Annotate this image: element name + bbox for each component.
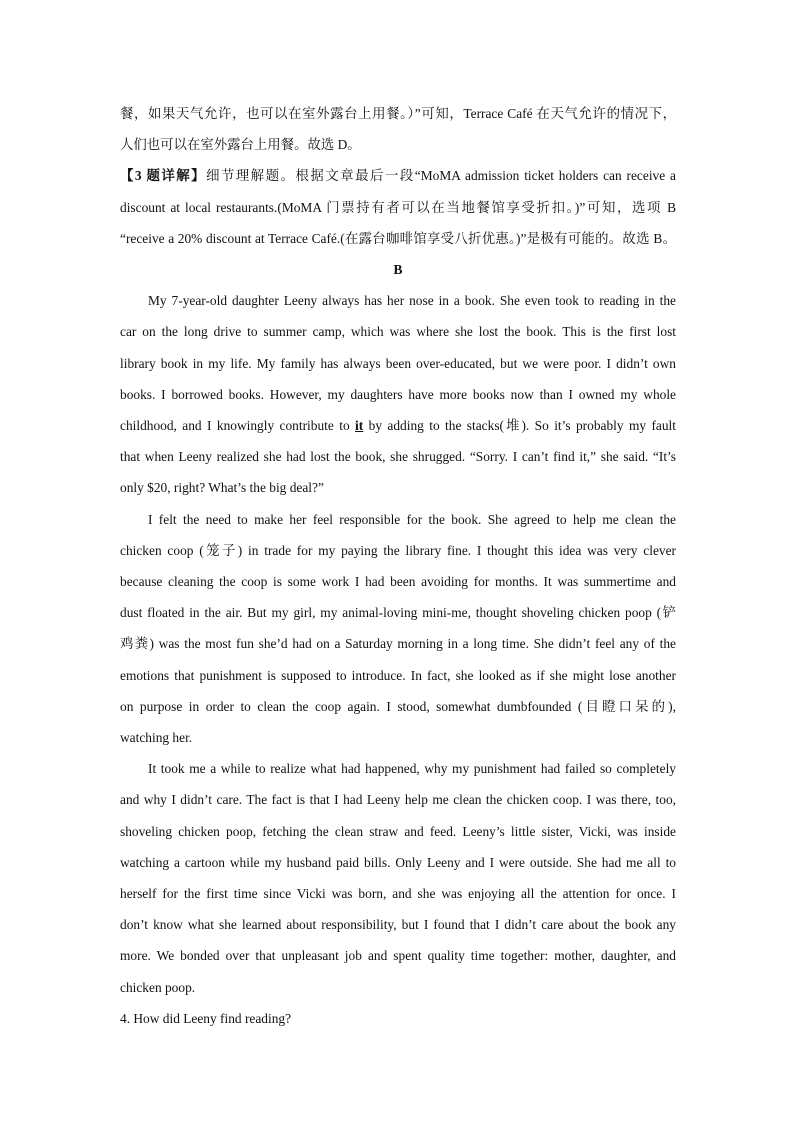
- passage-line: don’t know what she learned about responsibility, but I found that I didn’t care about the book any: [120, 917, 676, 933]
- passage-line: shoveling chicken poop, fetching the clean straw and feed. Leeny’s little sister, Vicki, was inside: [120, 823, 676, 839]
- q3-explanation-line: “receive a 20% discount at Terrace Café.(在露台咖啡馆享受八折优惠。)”是极有可能的。故选 B。: [120, 230, 676, 246]
- passage-line: chicken coop (笼子) in trade for my paying the library fine. I thought this idea was very clever: [120, 542, 676, 558]
- passage-line: car on the long drive to summer camp, which was where she lost the book. This is the first lost: [120, 324, 676, 340]
- section-title: B: [393, 262, 403, 278]
- q3-detail-tag: 【3 题详解】: [120, 168, 207, 184]
- question-4: 4. How did Leeny find reading?: [120, 1010, 292, 1026]
- passage-line: It took me a while to realize what had happened, why my punishment had failed so completely: [148, 761, 676, 777]
- passage-line: watching her.: [120, 730, 193, 746]
- q3-explanation-line: discount at local restaurants.(MoMA 门票持有者可以在当地餐馆享受折扣。)”可知，选项 B: [120, 199, 676, 215]
- passage-line: emotions that punishment is supposed to introduce. In fact, she looked as if she might lose another: [120, 667, 676, 683]
- passage-line: that when Leeny realized she had lost the book, she shrugged. “Sorry. I can’t find it,” she said. “It’s: [120, 449, 676, 465]
- passage-text: by adding to the stacks(堆). So it’s probably my fault: [363, 418, 676, 434]
- passage-line: books. I borrowed books. However, my daughters have more books now than I owned my whole: [120, 386, 676, 402]
- passage-line: library book in my life. My family has always been over-educated, but we were poor. I didn’t own: [120, 355, 676, 371]
- passage-text: childhood, and I knowingly contribute to: [120, 418, 356, 434]
- passage-line: My 7-year-old daughter Leeny always has her nose in a book. She even took to reading in the: [148, 293, 676, 309]
- passage-line: I felt the need to make her feel responsible for the book. She agreed to help me clean the: [148, 511, 676, 527]
- explanation-line: 人们也可以在室外露台上用餐。故选 D。: [120, 137, 361, 153]
- passage-line: because cleaning the coop is some work I had been avoiding for months. It was summertime and: [120, 574, 676, 590]
- underlined-word: it: [355, 418, 364, 434]
- passage-line: watching a cartoon while my husband paid bills. Only Leeny and I were outside. She had me all to: [120, 854, 676, 870]
- passage-line: only $20, right? What’s the big deal?”: [120, 480, 324, 496]
- q3-explanation-line: [120, 160, 676, 191]
- document-page: [120, 98, 676, 1034]
- passage-line: 鸡粪) was the most fun she’d had on a Saturday morning in a long time. She didn’t feel any of the: [120, 636, 676, 652]
- passage-line: [120, 410, 676, 441]
- passage-line: herself for the first time since Vicki was born, and she was enjoying all the attention for once. I: [120, 886, 676, 902]
- passage-line: on purpose in order to clean the coop again. I stood, somewhat dumbfounded (目瞪口呆的),: [120, 698, 676, 714]
- passage-line: more. We bonded over that unpleasant job and spent quality time together: mother, daughter, and: [120, 948, 676, 964]
- explanation-line: 餐，如果天气允许，也可以在室外露台上用餐。）”可知，Terrace Café 在天气允许的情况下，: [120, 106, 676, 121]
- passage-line: and why I didn’t care. The fact is that I had Leeny help me clean the chicken coop. I was there, too,: [120, 792, 676, 808]
- passage-line: dust floated in the air. But my girl, my animal-loving mini-me, thought shoveling chicken poop (铲: [120, 605, 676, 621]
- passage-line: chicken poop.: [120, 979, 196, 995]
- q3-explanation-text: 细节理解题。根据文章最后一段“MoMA admission ticket holders can receive a: [206, 168, 676, 184]
